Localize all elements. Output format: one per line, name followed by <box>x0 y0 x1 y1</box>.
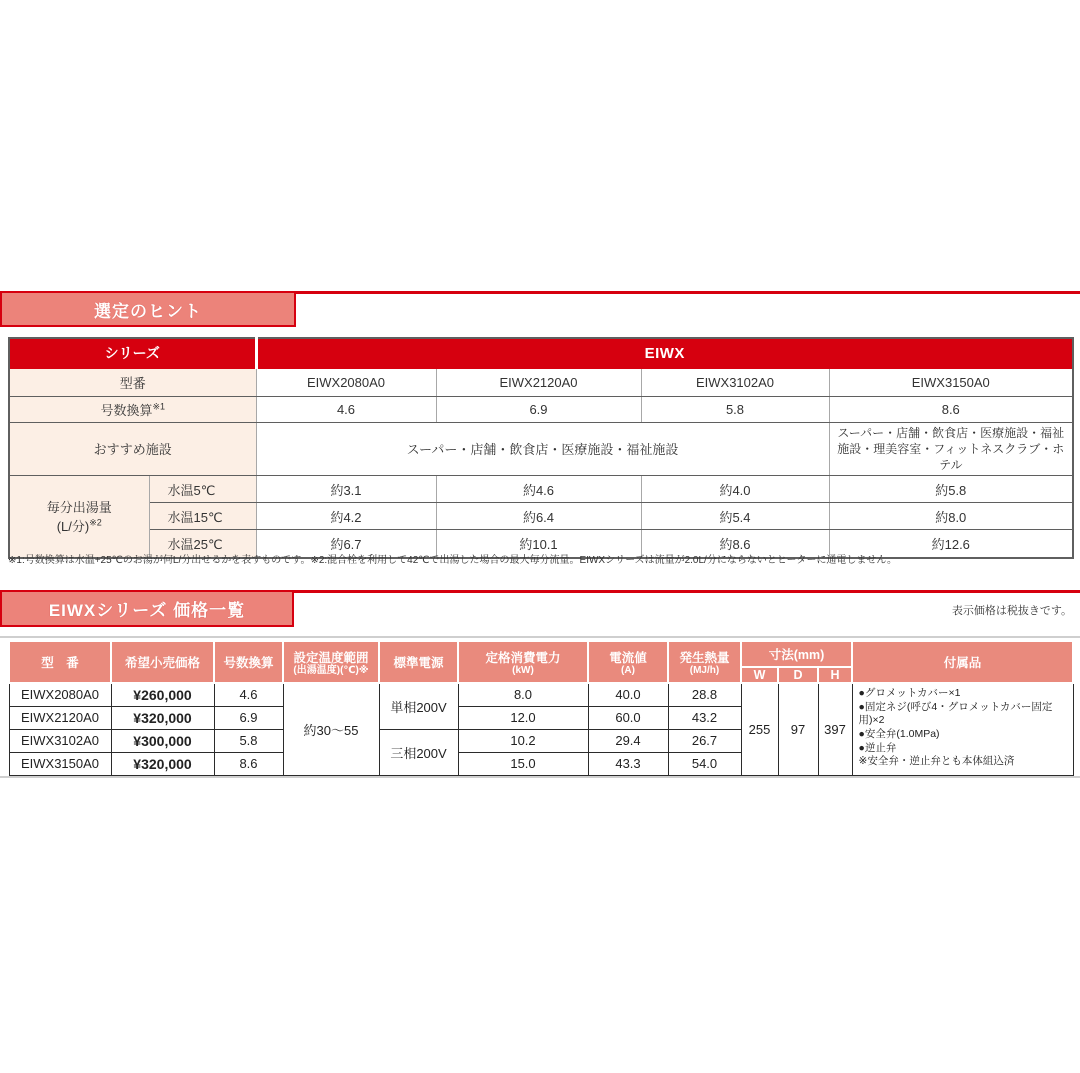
col-header-height: H <box>818 667 852 683</box>
model-cell: EIWX2080A0 <box>9 683 111 706</box>
col-header-temp-range: 設定温度範囲 (出湯温度)(℃)※ <box>283 641 379 683</box>
section1-banner <box>0 291 1080 327</box>
temp-range-cell: 約30～55 <box>283 683 379 775</box>
price-cell: ¥320,000 <box>111 706 214 729</box>
facility-row-header: おすすめ施設 <box>9 422 256 476</box>
section2-title-label: EIWXシリーズ 価格一覧 <box>48 601 246 620</box>
flow-value-cell: 約4.6 <box>436 476 641 503</box>
price-spec-table <box>8 640 1074 776</box>
gosu-row-header: 号数換算$^{※1}$ <box>9 396 256 422</box>
flow-value-cell: 約5.8 <box>829 476 1073 503</box>
flow-value-cell: 約8.6 <box>641 530 829 558</box>
flow-row-header: 毎分出湯量 (L/分)$^{※2}$ <box>9 476 149 558</box>
model-cell: EIWX3150A0 <box>9 752 111 775</box>
wattage-cell: 10.2 <box>458 729 588 752</box>
col-header-current: 電流値 (A) <box>588 641 668 683</box>
section2-title <box>0 590 294 627</box>
flow-value-cell: 約12.6 <box>829 530 1073 558</box>
section1-title <box>0 291 296 327</box>
flow-value-cell: 約5.4 <box>641 503 829 530</box>
temp-row-header: 水温5℃ <box>149 476 256 503</box>
selection-hint-table <box>8 337 1074 559</box>
flow-value-cell: 約6.7 <box>256 530 436 558</box>
flow-value-cell: 約4.0 <box>641 476 829 503</box>
col-header-dimensions: 寸法(mm) <box>741 641 852 667</box>
current-cell: 60.0 <box>588 706 668 729</box>
col-header-width: W <box>741 667 778 683</box>
height-cell: 397 <box>818 683 852 775</box>
footnote-text: ※1:号数換算は水温+25℃のお湯が何L/分出せるかを表すものです。※2:混合栓を利用して42℃で出湯した場合の最大毎分流量。EIWXシリーズは流量が2.0L/分にならないとヒーターに通電しません。 <box>8 555 898 566</box>
gosu-cell: 5.8 <box>214 729 283 752</box>
footnote-mark: ※2 <box>89 517 102 528</box>
price-cell: ¥300,000 <box>111 729 214 752</box>
model-cell: EIWX3102A0 <box>9 729 111 752</box>
col-header-power: 標準電源 <box>379 641 458 683</box>
table-row <box>9 683 1073 706</box>
price-cell: ¥320,000 <box>111 752 214 775</box>
flow-value-cell: 約10.1 <box>436 530 641 558</box>
divider-line <box>0 636 1080 638</box>
accessory-note: ※安全弁・逆止弁とも本体組込済 <box>858 755 1015 768</box>
gosu-cell: 5.8 <box>641 396 829 422</box>
accessory-item: ●安全弁(1.0MPa) <box>858 727 940 740</box>
model-cell: EIWX3102A0 <box>641 368 829 396</box>
gosu-cell: 8.6 <box>214 752 283 775</box>
model-cell: EIWX2080A0 <box>256 368 436 396</box>
model-cell: EIWX2120A0 <box>9 706 111 729</box>
accessory-item: ●グロメットカバー×1 <box>858 687 961 699</box>
price-cell: ¥260,000 <box>111 683 214 706</box>
accessory-item: ●逆止弁 <box>858 741 897 754</box>
power-cell: 三相200V <box>379 729 458 775</box>
model-row-header: 型番 <box>9 368 256 396</box>
col-header-model: 型 番 <box>9 641 111 683</box>
col-header-depth: D <box>778 667 818 683</box>
gosu-cell: 4.6 <box>256 396 436 422</box>
flow-value-cell: 約4.2 <box>256 503 436 530</box>
col-header-heat: 発生熱量 (MJ/h) <box>668 641 741 683</box>
flow-value-cell: 約8.0 <box>829 503 1073 530</box>
current-cell: 40.0 <box>588 683 668 706</box>
wattage-cell: 12.0 <box>458 706 588 729</box>
temp-row-header: 水温25℃ <box>149 530 256 558</box>
gosu-cell: 6.9 <box>214 706 283 729</box>
tax-note: 表示価格は税抜きです。 <box>951 605 1072 617</box>
section1-title-label: 選定のヒント <box>94 301 202 321</box>
col-header-gosu: 号数換算 <box>214 641 283 683</box>
gosu-cell: 6.9 <box>436 396 641 422</box>
current-cell: 29.4 <box>588 729 668 752</box>
model-cell: EIWX2120A0 <box>436 368 641 396</box>
series-row-header: シリーズ <box>9 338 256 368</box>
col-header-accessories: 付属品 <box>852 641 1073 683</box>
heat-cell: 43.2 <box>668 706 741 729</box>
footnote-mark: ※1 <box>152 401 166 412</box>
accessory-item: ●固定ネジ(呼び4・グロメットカバー固定用)×2 <box>858 700 1053 727</box>
width-cell: 255 <box>741 683 778 775</box>
gosu-cell: 4.6 <box>214 683 283 706</box>
power-cell: 単相200V <box>379 683 458 729</box>
flow-value-cell: 約6.4 <box>436 503 641 530</box>
current-cell: 43.3 <box>588 752 668 775</box>
model-cell: EIWX3150A0 <box>829 368 1073 396</box>
heat-cell: 54.0 <box>668 752 741 775</box>
facility-merged-cell: スーパー・店舗・飲食店・医療施設・福祉施設 <box>256 422 829 476</box>
heat-cell: 28.8 <box>668 683 741 706</box>
col-header-price: 希望小売価格 <box>111 641 214 683</box>
col-header-wattage: 定格消費電力 (kW) <box>458 641 588 683</box>
heat-cell: 26.7 <box>668 729 741 752</box>
wattage-cell: 15.0 <box>458 752 588 775</box>
wattage-cell: 8.0 <box>458 683 588 706</box>
depth-cell: 97 <box>778 683 818 775</box>
accessories-cell <box>852 683 1073 775</box>
flow-value-cell: 約3.1 <box>256 476 436 503</box>
divider-line <box>0 776 1080 778</box>
section2-banner <box>0 590 1080 628</box>
gosu-cell: 8.6 <box>829 396 1073 422</box>
temp-row-header: 水温15℃ <box>149 503 256 530</box>
series-value-cell: EIWX <box>256 338 1073 368</box>
facility-cell: スーパー・店舗・飲食店・医療施設・福祉施設・理美容室・フィットネスクラブ・ホテル <box>829 422 1073 476</box>
